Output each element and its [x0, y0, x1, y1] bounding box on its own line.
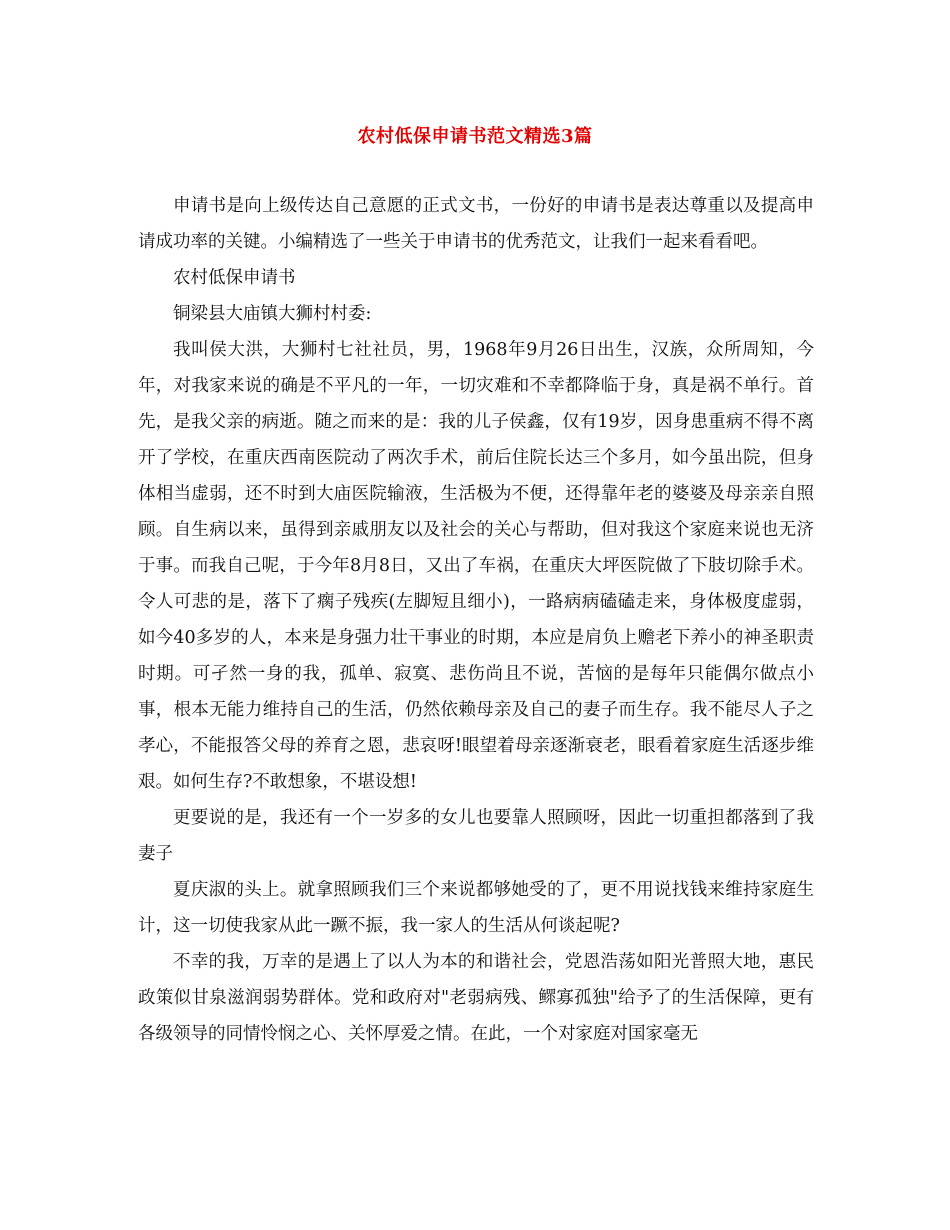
paragraph-body-2: 更要说的是，我还有一个一岁多的女儿也要靠人照顾呀，因此一切重担都落到了我妻子 — [138, 808, 814, 864]
paragraph-body-3: 夏庆淑的头上。就拿照顾我们三个来说都够她受的了，更不用说找钱来维持家庭生计，这一切使我家从此一蹶不振，我一家人的生活从何谈起呢? — [138, 880, 814, 936]
paragraph-body-1: 我叫侯大洪，大狮村七社社员，男，1968年9月26日出生，汉族，众所周知，今年，对我家来说的确是不平凡的一年，一切灾难和不幸都降临于身，真是祸不单行。首先，是我父亲的病逝。随之而来的是：我的儿子侯鑫，仅有19岁，因身患重病不得不离开了学校，在重庆西南医院动了两次手术，前后住院长达三个多月，如今虽出院，但身体相当虚弱，还不时到大庙医院输液，生活极为不便，还得靠年老的婆婆及母亲亲自照顾。自生病以来，虽得到亲戚朋友以及社会的关心与帮助，但对我这个家庭来说也无济于事。而我自己呢，于今年8月8日，又出了车祸，在重庆大坪医院做了下肢切除手术。令人可悲的是，落下了瘸子残疾(左脚短且细小)，一路病病磕磕走来，身体极度虚弱，如今40多岁的人，本来是身强力壮干事业的时期，本应是肩负上赡老下养小的神圣职责时期。可孑然一身的我，孤单、寂寞、悲伤尚且不说，苦恼的是每年只能偶尔做点小事，根本无能力维持自己的生活，仍然依赖母亲及自己的妻子而生存。我不能尽人子之孝心，不能报答父母的养育之恩，悲哀呀!眼望着母亲逐渐衰老，眼看着家庭生活逐步维艰。如何生存?不敢想象，不堪设想! — [138, 340, 814, 792]
document-title: 农村低保申请书范文精选3篇 — [357, 126, 593, 147]
document-body — [138, 188, 814, 1052]
paragraph-heading: 农村低保申请书 — [173, 268, 296, 288]
paragraph-body-4: 不幸的我，万幸的是遇上了以人为本的和谐社会，党恩浩荡如阳光普照大地，惠民政策似甘泉滋润弱势群体。党和政府对"老弱病残、鳏寡孤独"给予了的生活保障，更有各级领导的同情怜悯之心、关怀厚爱之情。在此，一个对家庭对国家毫无 — [138, 952, 814, 1044]
paragraph-salutation: 铜梁县大庙镇大狮村村委: — [173, 304, 372, 324]
paragraph-intro: 申请书是向上级传达自己意愿的正式文书，一份好的申请书是表达尊重以及提高申请成功率的关键。小编精选了一些关于申请书的优秀范文，让我们一起来看看吧。 — [138, 196, 814, 252]
